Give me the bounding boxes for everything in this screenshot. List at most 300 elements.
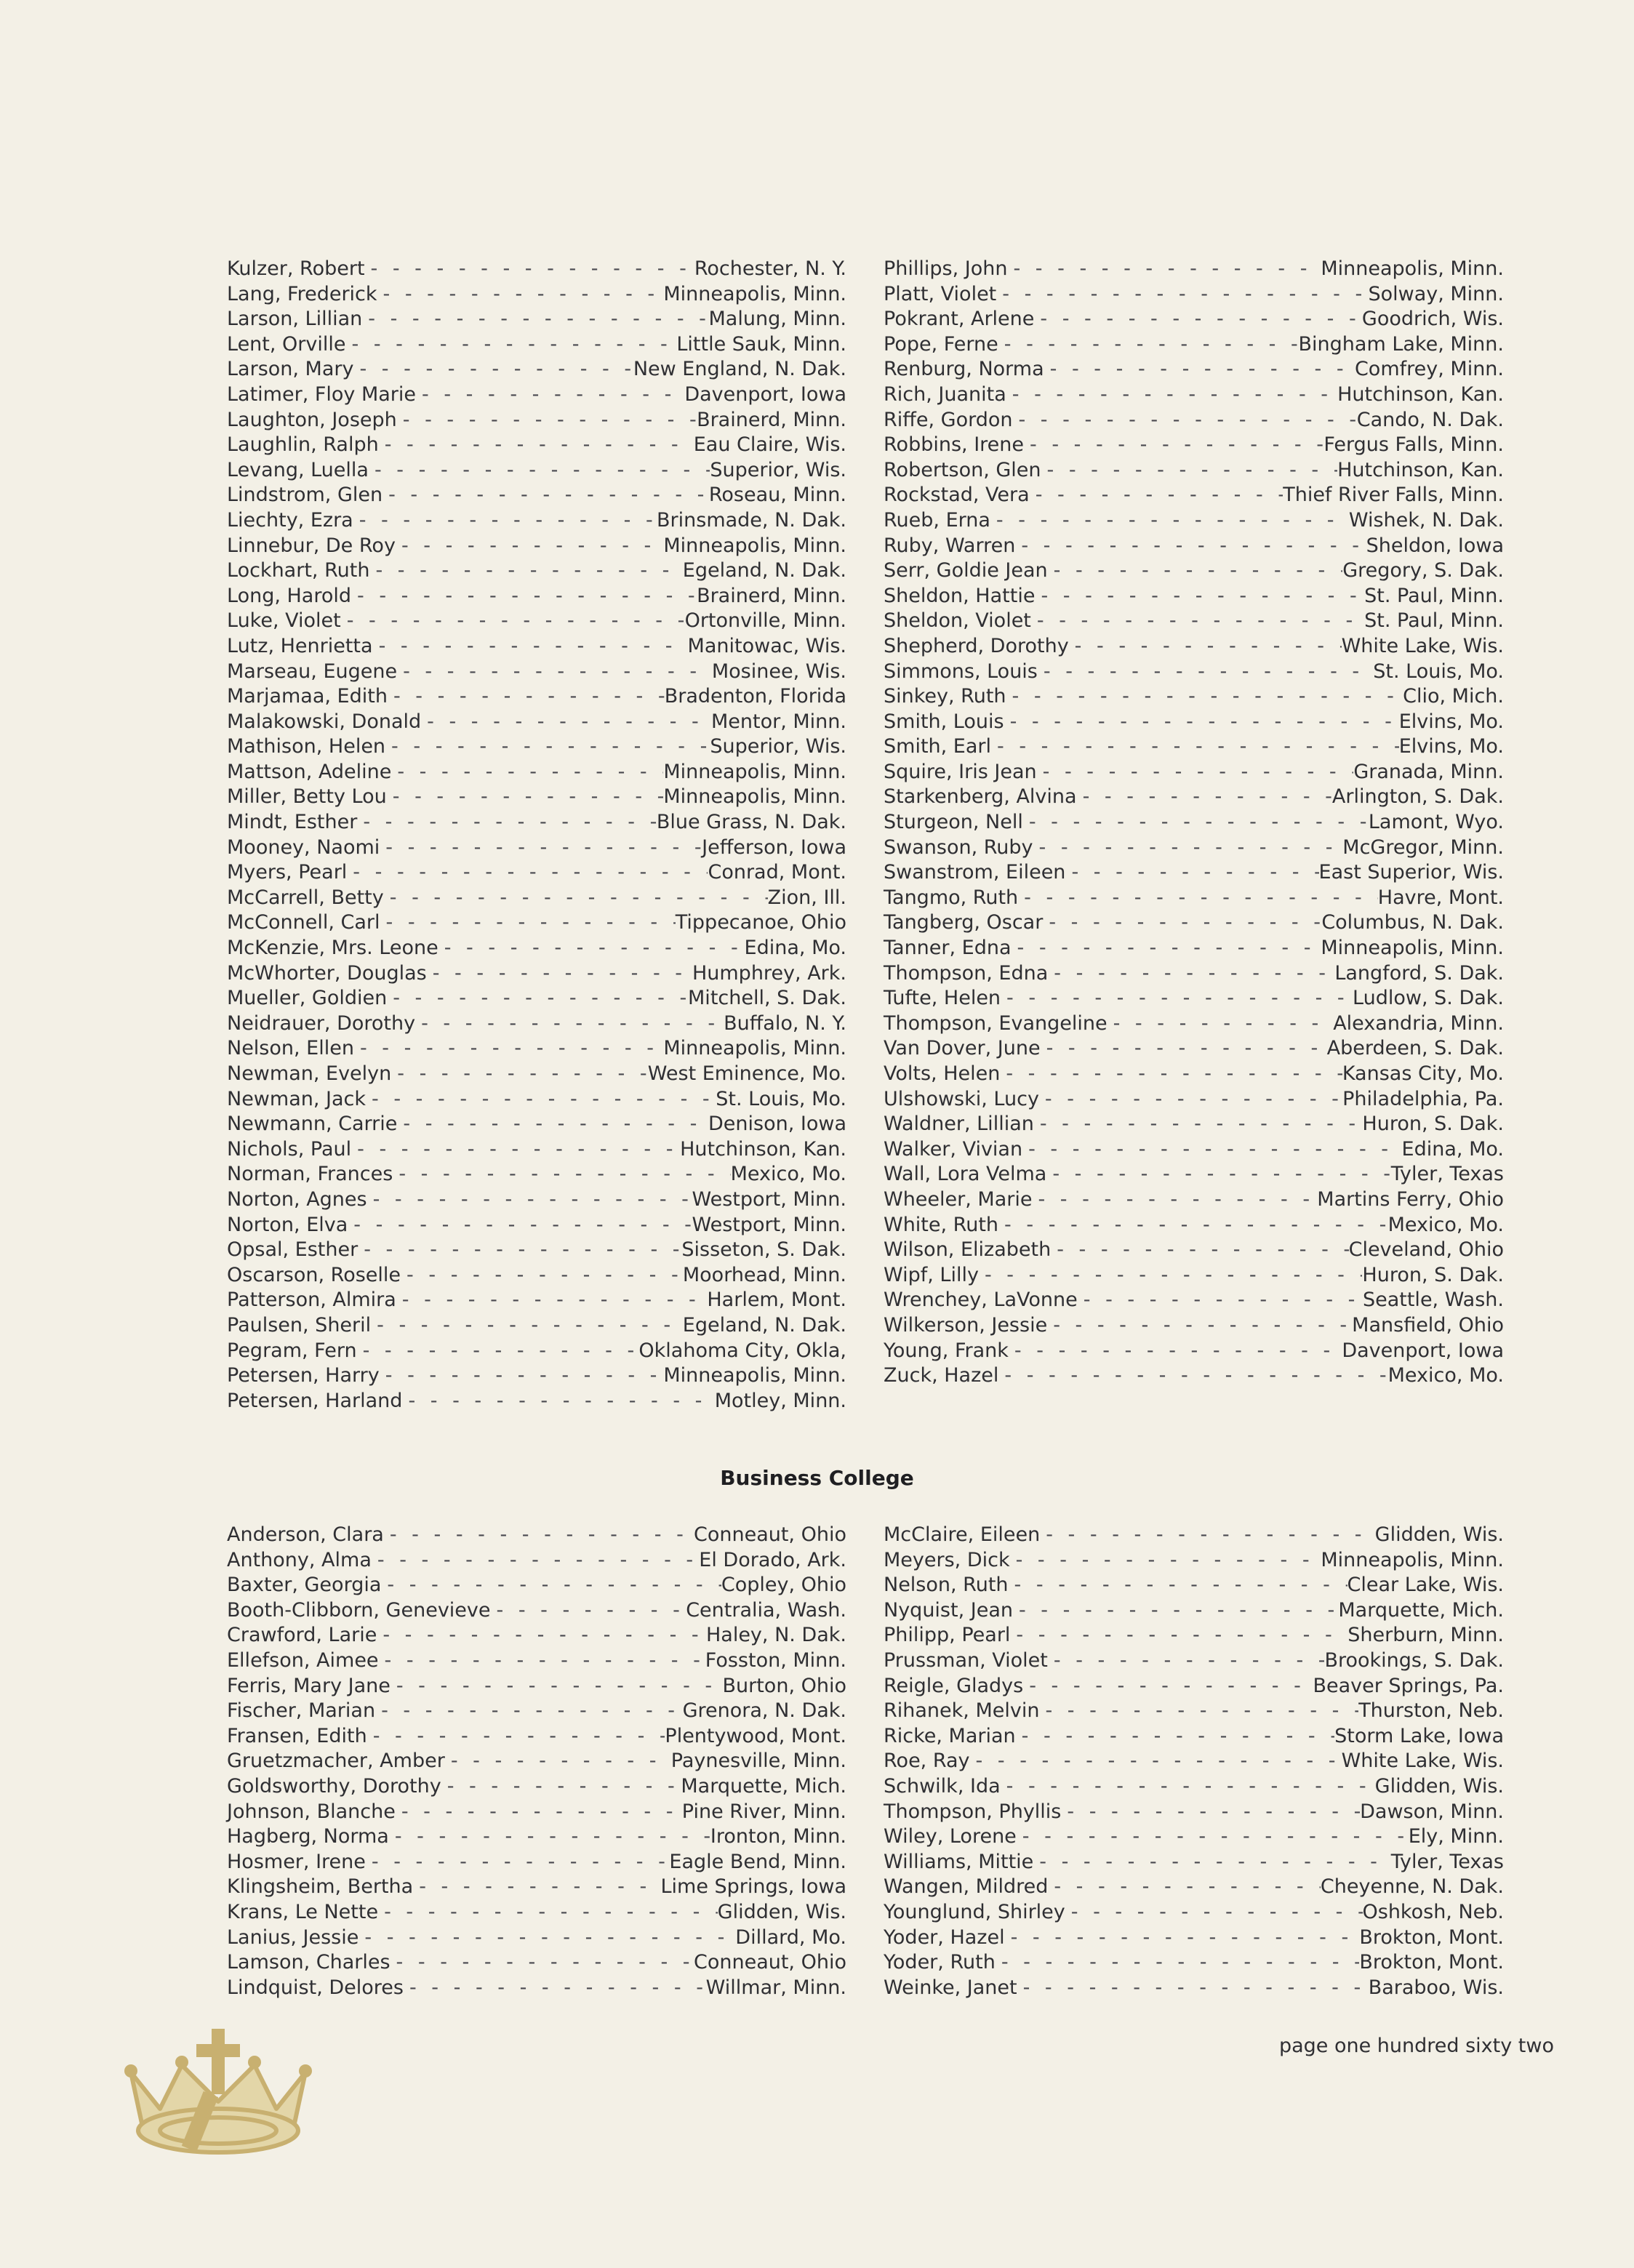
directory-entry	[884, 483, 1504, 508]
entry-name: Anderson, Clara	[227, 1523, 384, 1546]
entry-place: Minneapolis, Minn.	[663, 1037, 846, 1060]
dot-leader	[371, 1313, 683, 1339]
dot-leader	[362, 307, 708, 332]
dot-leader	[1023, 810, 1369, 836]
entry-place: Buffalo, N. Y.	[724, 1011, 846, 1035]
entry-place: Arlington, S. Dak.	[1331, 785, 1504, 809]
entry-place: Minneapolis, Minn.	[1321, 257, 1504, 280]
entry-name: Linnebur, De Roy	[227, 534, 396, 557]
entry-place: Grenora, N. Dak.	[682, 1699, 846, 1723]
entry-name: Ellefson, Aimee	[227, 1648, 379, 1672]
directory-entry	[227, 1062, 846, 1087]
directory-entry	[884, 986, 1504, 1011]
entry-place: Jefferson, Iowa	[702, 836, 846, 859]
entry-place: Havre, Mont.	[1377, 886, 1504, 909]
directory-entry	[227, 332, 846, 358]
directory-entry	[227, 1926, 846, 1951]
entry-name: Shepherd, Dorothy	[884, 634, 1069, 657]
entry-name: Marjamaa, Edith	[227, 685, 388, 708]
entry-place: Tyler, Texas	[1390, 1850, 1504, 1873]
entry-place: Hutchinson, Kan.	[680, 1137, 846, 1161]
entry-place: Thurston, Neb.	[1358, 1699, 1504, 1723]
directory-entry	[227, 257, 846, 282]
entry-name: Thompson, Phyllis	[884, 1800, 1062, 1823]
directory-entry	[227, 1648, 846, 1674]
entry-name: Williams, Mittie	[884, 1850, 1034, 1873]
dot-leader	[379, 1648, 705, 1674]
entry-place: El Dorado, Ark.	[699, 1548, 846, 1571]
dot-leader	[1001, 1774, 1375, 1800]
entry-name: Walker, Vivian	[884, 1137, 1023, 1161]
directory-entry	[884, 1062, 1504, 1087]
dot-leader	[1013, 1598, 1338, 1624]
dot-leader	[998, 1363, 1387, 1389]
entry-place: Centralia, Wash.	[686, 1598, 846, 1622]
entry-name: Johnson, Blanche	[227, 1800, 396, 1823]
directory-entry	[227, 986, 846, 1011]
entry-place: Martins Ferry, Ohio	[1317, 1187, 1504, 1211]
directory-entry	[884, 886, 1504, 911]
directory-entry	[227, 357, 846, 382]
directory-entry	[884, 760, 1504, 785]
entry-name: Robertson, Glen	[884, 458, 1041, 481]
entry-place: Roseau, Minn.	[708, 484, 846, 507]
entry-place: Harlem, Mont.	[707, 1289, 846, 1312]
dot-leader	[1015, 534, 1366, 559]
directory-entry	[884, 1363, 1504, 1389]
entry-name: Younglund, Shirley	[884, 1900, 1065, 1923]
entry-place: Denison, Iowa	[708, 1113, 846, 1136]
directory-entry	[227, 634, 846, 660]
dot-leader	[346, 332, 677, 358]
dot-leader	[1012, 936, 1321, 961]
directory-entry	[227, 1187, 846, 1213]
directory-entry	[884, 910, 1504, 936]
crown-emblem-icon	[109, 2021, 327, 2160]
directory-entry	[884, 458, 1504, 484]
entry-name: Wiley, Lorene	[884, 1825, 1017, 1848]
directory-entry	[884, 1548, 1504, 1574]
directory-entry	[884, 1313, 1504, 1339]
dot-leader	[491, 1598, 686, 1624]
entry-name: Gruetzmacher, Amber	[227, 1750, 445, 1773]
entry-name: Rockstad, Vera	[884, 484, 1030, 507]
entry-name: Oscarson, Roselle	[227, 1263, 401, 1286]
entry-name: Lindstrom, Glen	[227, 484, 383, 507]
dot-leader	[1051, 1238, 1348, 1263]
entry-name: Luke, Violet	[227, 609, 341, 633]
entry-place: Eau Claire, Wis.	[693, 433, 846, 457]
dot-leader	[354, 1036, 663, 1062]
entry-name: Lamson, Charles	[227, 1951, 391, 1974]
directory-entry	[884, 1950, 1504, 1976]
dot-leader	[358, 1238, 681, 1263]
entry-name: White, Ruth	[884, 1213, 999, 1236]
entry-place: Brokton, Mont.	[1359, 1951, 1504, 1974]
entry-place: Westport, Minn.	[692, 1213, 846, 1236]
entry-place: Beaver Springs, Pa.	[1313, 1674, 1504, 1697]
entry-place: Ortonville, Minn.	[684, 609, 846, 633]
dot-leader	[996, 282, 1368, 308]
dot-leader	[1041, 458, 1338, 484]
entry-place: White Lake, Wis.	[1341, 1750, 1504, 1773]
directory-entry	[884, 332, 1504, 358]
entry-place: Brinsmade, N. Dak.	[657, 508, 846, 532]
dot-leader	[341, 609, 685, 634]
directory-entry	[227, 1238, 846, 1263]
entry-name: Phillips, John	[884, 257, 1008, 280]
directory-entry	[227, 660, 846, 685]
entry-name: Wangen, Mildred	[884, 1875, 1049, 1899]
directory-entry	[227, 1573, 846, 1598]
directory-entry	[884, 1036, 1504, 1062]
entry-place: Haley, N. Dak.	[705, 1624, 846, 1647]
dot-leader	[391, 1950, 694, 1976]
dot-leader	[1047, 1313, 1352, 1339]
entry-place: Mexico, Mo.	[730, 1163, 846, 1186]
entry-name: Paulsen, Sheril	[227, 1313, 372, 1337]
dot-leader	[1069, 634, 1342, 660]
dot-leader	[359, 1926, 735, 1951]
directory-entry	[227, 1213, 846, 1238]
entry-place: Humphrey, Ark.	[692, 961, 846, 985]
entry-name: Malakowski, Donald	[227, 710, 422, 733]
dot-leader	[413, 1875, 660, 1900]
entry-name: Lockhart, Ruth	[227, 559, 370, 582]
dot-leader	[1031, 609, 1364, 634]
directory-entry	[227, 1950, 846, 1976]
dot-leader	[1040, 1523, 1374, 1548]
entry-place: Egeland, N. Dak.	[682, 559, 846, 582]
dot-leader	[1035, 584, 1364, 609]
entry-name: Anthony, Alma	[227, 1548, 372, 1571]
directory-entry	[884, 1850, 1504, 1875]
dot-leader	[397, 660, 712, 685]
entry-place: Lamont, Wyo.	[1368, 811, 1504, 834]
entry-name: Wilson, Elizabeth	[884, 1238, 1052, 1262]
dot-leader	[381, 1573, 721, 1598]
directory-entry	[227, 307, 846, 332]
directory-entry	[227, 282, 846, 308]
entry-name: Latimer, Floy Marie	[227, 382, 417, 406]
entry-name: Mathison, Helen	[227, 735, 386, 758]
directory-entry	[884, 1724, 1504, 1750]
directory-entry	[884, 1648, 1504, 1674]
entry-name: Goldsworthy, Dorothy	[227, 1774, 441, 1798]
dot-leader	[1001, 986, 1353, 1011]
entry-name: Nyquist, Jean	[884, 1598, 1013, 1622]
dot-leader	[1012, 408, 1356, 433]
dot-leader	[1009, 1339, 1342, 1364]
entry-place: Edina, Mo.	[744, 937, 846, 960]
directory-entry	[227, 408, 846, 433]
directory-entry	[227, 609, 846, 634]
entry-name: Thompson, Edna	[884, 961, 1049, 985]
directory-entry	[227, 961, 846, 987]
entry-name: Lent, Orville	[227, 332, 346, 356]
directory-entry	[884, 1263, 1504, 1289]
entry-name: Serr, Goldie Jean	[884, 559, 1048, 582]
entry-place: Minneapolis, Minn.	[663, 534, 846, 557]
entry-place: Fergus Falls, Minn.	[1323, 433, 1504, 457]
entry-place: Sheldon, Iowa	[1366, 534, 1504, 557]
entry-name: Mooney, Naomi	[227, 836, 380, 859]
entry-name: Smith, Louis	[884, 710, 1004, 733]
dot-leader	[391, 1062, 648, 1087]
section-heading: Business College	[720, 1466, 914, 1490]
entry-place: Columbus, N. Dak.	[1321, 911, 1504, 934]
directory-entry	[227, 936, 846, 961]
directory-entry	[884, 382, 1504, 408]
dot-leader	[347, 860, 708, 886]
entry-name: Swanson, Ruby	[884, 836, 1033, 859]
entry-name: Mueller, Goldien	[227, 987, 388, 1010]
entry-place: West Eminence, Mo.	[647, 1062, 846, 1085]
entry-place: Huron, S. Dak.	[1362, 1113, 1504, 1136]
dot-leader	[998, 332, 1299, 358]
entry-place: Glidden, Wis.	[717, 1900, 846, 1923]
entry-name: Newman, Jack	[227, 1087, 367, 1110]
entry-name: Kulzer, Robert	[227, 257, 365, 280]
directory-entry	[227, 760, 846, 785]
entry-name: Meyers, Dick	[884, 1548, 1010, 1571]
entry-place: Conneaut, Ohio	[693, 1951, 846, 1974]
directory-entry	[227, 1389, 846, 1414]
entry-place: Westport, Minn.	[692, 1187, 846, 1211]
dot-leader	[367, 1724, 665, 1750]
directory-entry	[884, 609, 1504, 634]
entry-name: Nelson, Ruth	[884, 1574, 1009, 1597]
entry-place: Oklahoma City, Okla,	[638, 1339, 846, 1362]
dot-leader	[1017, 1976, 1369, 2001]
directory-entry	[227, 1623, 846, 1648]
directory-entry	[884, 1162, 1504, 1187]
entry-name: Platt, Violet	[884, 282, 997, 305]
entry-place: Brokton, Mont.	[1359, 1926, 1504, 1949]
dot-leader	[375, 1699, 683, 1724]
entry-name: Wall, Lora Velma	[884, 1163, 1047, 1186]
entry-place: Mexico, Mo.	[1387, 1213, 1504, 1236]
dot-leader	[393, 1162, 730, 1187]
directory-entry	[227, 458, 846, 484]
entry-name: Patterson, Almira	[227, 1289, 396, 1312]
directory-entry	[884, 1800, 1504, 1825]
entry-name: Roe, Ray	[884, 1750, 970, 1773]
directory-entry	[227, 1749, 846, 1774]
entry-name: Wipf, Lilly	[884, 1263, 979, 1286]
directory-entry	[227, 1724, 846, 1750]
directory-entry	[884, 558, 1504, 584]
directory-entry	[884, 508, 1504, 534]
directory-entry	[227, 1288, 846, 1313]
entry-place: Dillard, Mo.	[735, 1926, 846, 1949]
entry-name: Liechty, Ezra	[227, 508, 353, 532]
entry-place: Pine River, Minn.	[681, 1800, 846, 1823]
entry-name: Klingsheim, Bertha	[227, 1875, 414, 1899]
entry-place: Hutchinson, Kan.	[1337, 382, 1504, 406]
entry-name: Yoder, Ruth	[884, 1951, 996, 1974]
entry-place: Moorhead, Minn.	[682, 1263, 846, 1286]
entry-place: Granada, Minn.	[1353, 760, 1504, 783]
dot-leader	[379, 433, 694, 458]
directory-entry	[227, 1900, 846, 1926]
entry-place: Lime Springs, Iowa	[660, 1875, 846, 1899]
entry-name: Norman, Frances	[227, 1163, 393, 1186]
entry-name: Zuck, Hazel	[884, 1364, 999, 1387]
directory-entry	[884, 785, 1504, 810]
dot-leader	[996, 1950, 1360, 1976]
dot-leader	[366, 1850, 670, 1875]
dot-leader	[401, 1263, 683, 1289]
page-number: page one hundred sixty two	[1278, 2035, 1554, 2057]
entry-name: Marseau, Eugene	[227, 660, 398, 683]
entry-name: Sinkey, Ruth	[884, 685, 1006, 708]
entry-place: Hutchinson, Kan.	[1337, 458, 1504, 481]
dot-leader	[380, 1363, 664, 1389]
entry-name: Laughton, Joseph	[227, 408, 397, 431]
directory-entry	[884, 684, 1504, 710]
directory-column-bottom-right	[884, 1523, 1504, 2000]
entry-place: Bingham Lake, Minn.	[1298, 332, 1504, 356]
entry-name: Mattson, Adeline	[227, 760, 392, 783]
entry-name: Pope, Ferne	[884, 332, 998, 356]
entry-name: Thompson, Evangeline	[884, 1011, 1108, 1035]
directory-entry	[227, 1011, 846, 1037]
entry-place: Seattle, Wash.	[1362, 1289, 1504, 1312]
entry-place: Dawson, Minn.	[1360, 1800, 1504, 1823]
dot-leader	[1007, 257, 1321, 282]
directory-entry	[884, 1238, 1504, 1263]
entry-place: Conrad, Mont.	[708, 861, 846, 884]
dot-leader	[1046, 1162, 1390, 1187]
entry-name: Baxter, Georgia	[227, 1574, 382, 1597]
dot-leader	[396, 1800, 682, 1825]
entry-name: Pokrant, Arlene	[884, 308, 1035, 331]
directory-entry	[227, 1548, 846, 1574]
dot-leader	[397, 1112, 708, 1137]
entry-name: Rich, Juanita	[884, 382, 1006, 406]
entry-place: Alexandria, Minn.	[1333, 1011, 1504, 1035]
entry-place: Marquette, Mich.	[1338, 1598, 1504, 1622]
directory-entry	[884, 1900, 1504, 1926]
entry-place: Mexico, Mo.	[1387, 1364, 1504, 1387]
entry-name: Wrenchey, LaVonne	[884, 1289, 1078, 1312]
directory-entry	[227, 1112, 846, 1137]
directory-entry	[227, 1036, 846, 1062]
entry-place: Elvins, Mo.	[1398, 735, 1504, 758]
dot-leader	[1043, 910, 1321, 936]
directory-entry	[884, 734, 1504, 760]
entry-place: Ironton, Minn.	[710, 1825, 846, 1848]
entry-place: Manitowac, Wis.	[687, 634, 846, 657]
directory-entry	[884, 1749, 1504, 1774]
entry-place: Mansfield, Ohio	[1352, 1313, 1504, 1337]
entry-name: Ferris, Mary Jane	[227, 1674, 391, 1697]
dot-leader	[1016, 1724, 1334, 1750]
entry-name: Lutz, Henrietta	[227, 634, 373, 657]
dot-leader	[445, 1749, 671, 1774]
dot-leader	[353, 357, 633, 382]
entry-place: Baraboo, Wis.	[1368, 1976, 1504, 1999]
entry-name: Ricke, Marian	[884, 1724, 1016, 1747]
entry-place: Mentor, Minn.	[711, 710, 846, 733]
directory-entry	[227, 1976, 846, 2001]
entry-place: Cando, N. Dak.	[1356, 408, 1504, 431]
entry-place: Motley, Minn.	[714, 1389, 846, 1412]
entry-name: Tangberg, Oscar	[884, 911, 1044, 934]
entry-name: Schwilk, Ida	[884, 1774, 1001, 1798]
dot-leader	[402, 1389, 714, 1414]
entry-name: Squire, Iris Jean	[884, 760, 1037, 783]
entry-place: Clio, Mich.	[1403, 685, 1504, 708]
directory-entry	[227, 1263, 846, 1289]
directory-entry	[227, 382, 846, 408]
entry-place: Aberdeen, S. Dak.	[1326, 1037, 1504, 1060]
entry-name: Fischer, Marian	[227, 1699, 376, 1723]
dot-leader	[1108, 1011, 1334, 1037]
directory-column-top-left	[227, 257, 846, 1414]
directory-entry	[227, 1087, 846, 1113]
dot-leader	[1048, 1875, 1321, 1900]
directory-entry	[884, 836, 1504, 861]
entry-name: Long, Harold	[227, 584, 352, 607]
dot-leader	[378, 1900, 718, 1926]
entry-place: Davenport, Iowa	[684, 382, 846, 406]
entry-place: Glidden, Wis.	[1374, 1774, 1504, 1798]
directory-entry	[884, 1573, 1504, 1598]
entry-name: Norton, Elva	[227, 1213, 348, 1236]
dot-leader	[1039, 1087, 1342, 1113]
directory-entry	[884, 660, 1504, 685]
entry-name: Nichols, Paul	[227, 1137, 352, 1161]
directory-entry	[884, 1523, 1504, 1548]
entry-name: McClaire, Eileen	[884, 1523, 1041, 1546]
directory-entry	[227, 1313, 846, 1339]
entry-name: Philipp, Pearl	[884, 1624, 1011, 1647]
entry-place: Egeland, N. Dak.	[682, 1313, 846, 1337]
directory-entry	[884, 1213, 1504, 1238]
dot-leader	[1030, 483, 1283, 508]
dot-leader	[384, 1523, 694, 1548]
directory-entry	[227, 1699, 846, 1724]
entry-name: Mindt, Esther	[227, 811, 358, 834]
dot-leader	[380, 836, 702, 861]
dot-leader	[416, 382, 684, 408]
dot-leader	[1039, 1699, 1358, 1724]
dot-leader	[427, 961, 692, 987]
entry-name: Sturgeon, Nell	[884, 811, 1023, 834]
directory-entry	[227, 433, 846, 458]
entry-place: Sisseton, S. Dak.	[681, 1238, 846, 1262]
entry-name: Newman, Evelyn	[227, 1062, 392, 1085]
entry-name: Hosmer, Irene	[227, 1850, 366, 1873]
entry-name: Lindquist, Delores	[227, 1976, 404, 1999]
entry-name: Lang, Frederick	[227, 282, 377, 305]
entry-place: Copley, Ohio	[721, 1574, 846, 1597]
directory-entry	[227, 584, 846, 609]
entry-name: Reigle, Gladys	[884, 1674, 1024, 1697]
dot-leader	[991, 734, 1399, 760]
directory-entry	[227, 1850, 846, 1875]
directory-entry	[227, 1363, 846, 1389]
dot-leader	[1078, 1288, 1363, 1313]
dot-leader	[1009, 1573, 1347, 1598]
dot-leader	[438, 936, 745, 961]
entry-name: Hagberg, Norma	[227, 1825, 389, 1848]
dot-leader	[372, 1548, 699, 1574]
dot-leader	[1018, 886, 1378, 911]
entry-place: Minneapolis, Minn.	[1321, 937, 1504, 960]
